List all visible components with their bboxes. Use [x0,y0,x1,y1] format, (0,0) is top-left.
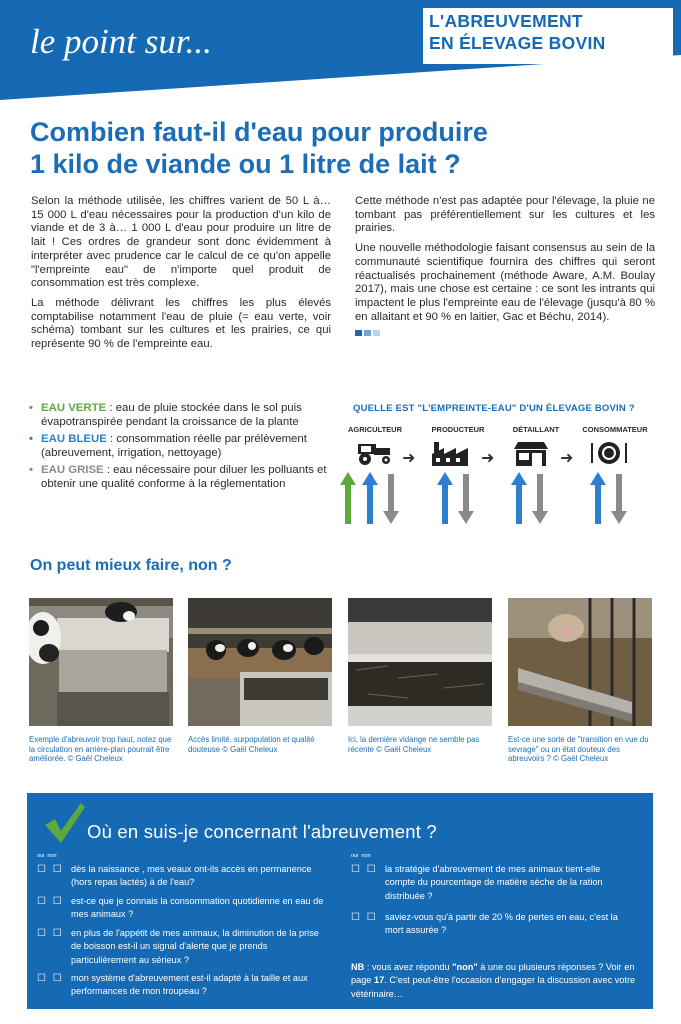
blue-up-arrow-icon [437,472,453,524]
stage-label: DÉTAILLANT [512,425,560,434]
yes-no-checkboxes[interactable]: ☐ ☐ [351,864,378,875]
intro-paragraph: Cette méthode n'est pas adaptée pour l'élevage, la pluie ne tombant pas préférentiellement sur les cultures et les prairies. [355,195,655,235]
topic-line-2: EN ÉLEVAGE BOVIN [429,33,606,53]
grey-down-arrow-icon [611,474,627,524]
water-desc: : eau de pluie stockée dans le sol puis évapotranspirée pendant la croissance de la plante [41,402,302,428]
quiz-question: ☐ ☐ la stratégie d'abreuvement de mes animaux tient-elle compte du pourcentage de matière sèche de la ration distribuée ? [351,863,631,903]
water-label: EAU BLEUE [41,433,107,445]
section-title: On peut mieux faire, non ? [30,557,232,574]
quiz-question: ☐ ☐ dès la naissance , mes veaux ont-ils accès en permanence (hors repas lactés) à de l'eau? [37,863,327,890]
answer-header: oui non [37,853,57,859]
photo-caption: Exemple d'abreuvoir trop haut, notez que la circulation en arrière-plan pourrait être améliorée. © Gaël Cheleux [29,735,172,763]
section-label: le point sur... [30,22,212,61]
footnote: NB : vous avez répondu "non" à une ou plusieurs réponses ? Voir en page 17. C'est peut-être l'occasion d'engager la discussion avec votre vétérinaire… [351,962,636,999]
intro-paragraph: Selon la méthode utilisée, les chiffres varient de 50 L à… 15 000 L d'eau nécessaires pour la production d'un kilo de viande et de 3 à… 1 000 L d'eau pour produire un litre de lait ! Ces ordres de grandeur sont donc évidemment à interpréter avec prudence car le calcul de ce qu'on appelle "l'empreinte eau" de n'importe quel produit de consommation est très complexe. [31,195,331,290]
list-item: • EAU BLEUE : consommation réelle par prélèvement (abreuvement, irrigation, nettoyage) [29,433,307,459]
intro-paragraph: Une nouvelle méthodologie faisant consensus au sein de la communauté scientifique fournira des chiffres qui seront réactualisés prochainement (méthode Aware, A.M. Boulay 2017), mais une chose est certaine : ce sont les intrants qui impactent le plus l'empreinte eau de l'élevage (jusqu'à 80 % en allaitant et 90 % en laitier, Gac et Béchu, 2014). [355,242,655,323]
photo-barn-access [188,598,332,726]
grey-down-arrow-icon [383,474,399,524]
factory-icon [430,440,476,466]
flow-arrow-icon: ➜ [560,450,574,467]
intro-paragraph: La méthode délivrant les chiffres les plus élevés comptabilise notamment l'eau de pluie (= eau verte, voir schéma) tombant sur les cultures et les prairies, ce qui représente 90 % de l'empreinte eau. [31,296,331,351]
blue-up-arrow-icon [511,472,527,524]
stage-label: AGRICULTEUR [347,425,403,434]
stage-label: PRODUCTEUR [431,425,485,434]
quiz-question: ☐ ☐ est-ce que je connais la consommation quotidienne en eau de mes animaux ? [37,895,327,922]
title-line-1: Combien faut-il d'eau pour produire [30,117,488,147]
grey-down-arrow-icon [458,474,474,524]
answer-header: oui non [351,853,371,859]
list-item: • EAU VERTE : eau de pluie stockée dans le sol puis évapotranspirée pendant la croissance de la plante [29,402,302,428]
article-title [30,116,650,180]
quiz-question: ☐ ☐ mon système d'abreuvement est-il adapté à la taille et aux performances de mon troupeau ? [37,972,327,999]
checkmark-icon [41,799,87,845]
page-header [0,0,681,100]
store-icon [510,440,556,466]
topic-line-1: L'ABREUVEMENT [429,11,583,31]
diagram-title: QUELLE EST "L'EMPREINTE-EAU" D'UN ÉLEVAGE BOVIN ? [353,403,635,414]
self-check-box [27,793,653,1009]
water-desc: : eau nécessaire pour diluer les polluants et obtenir une qualité conforme à la réglementation [41,464,327,490]
flow-arrow-icon: ➜ [402,450,416,467]
stage-label: CONSOMMATEUR [582,425,648,434]
water-label: EAU VERTE [41,402,107,414]
yes-no-checkboxes[interactable]: ☐ ☐ [37,973,64,984]
yes-no-checkboxes[interactable]: ☐ ☐ [351,912,378,923]
quiz-title: Où en suis-je concernant l'abreuvement ? [87,821,437,842]
list-item: • EAU GRISE : eau nécessaire pour diluer les polluants et obtenir une qualité conforme à la réglementation [29,464,327,490]
blue-up-arrow-icon [590,472,606,524]
photo-trough-high [29,598,173,726]
water-label: EAU GRISE [41,464,104,476]
intro-left-column [31,195,331,358]
photo-caption: Accès limité, surpopulation et qualité douteuse © Gaël Cheleux [188,735,315,754]
photo-caption: Est-ce une sorte de "transition en vue du sevrage" ou un état douteux des abreuvoirs ? © Gaël Cheleux [508,735,649,763]
end-mark [355,330,655,336]
quiz-question: ☐ ☐ en plus de l'appétit de mes animaux, la diminution de la prise de boisson est-il un signal d'alerte que je prends particulièrement au sérieux ? [37,927,327,967]
yes-no-checkboxes[interactable]: ☐ ☐ [37,928,64,939]
yes-no-checkboxes[interactable]: ☐ ☐ [37,896,64,907]
yes-no-checkboxes[interactable]: ☐ ☐ [37,864,64,875]
photo-dirty-trough [348,598,492,726]
quiz-question: ☐ ☐ saviez-vous qu'à partir de 20 % de pertes en eau, c'est la mort assurée ? [351,911,631,938]
title-line-2: 1 kilo de viande ou 1 litre de lait ? [30,149,461,179]
grey-down-arrow-icon [532,474,548,524]
photo-caption: Ici, la dernière vidange ne semble pas récente © Gaël Cheleux [348,735,480,754]
water-flow-arrows [338,472,638,527]
green-up-arrow-icon [340,472,356,524]
water-desc: : consommation réelle par prélèvement (abreuvement, irrigation, nettoyage) [41,433,307,459]
topic-label [423,8,673,64]
tractor-icon [352,440,398,466]
intro-right-column [355,195,655,336]
blue-up-arrow-icon [362,472,378,524]
photo-calf-trough [508,598,652,726]
flow-arrow-icon: ➜ [481,450,495,467]
water-types-list [29,402,339,495]
plate-icon [589,440,635,466]
